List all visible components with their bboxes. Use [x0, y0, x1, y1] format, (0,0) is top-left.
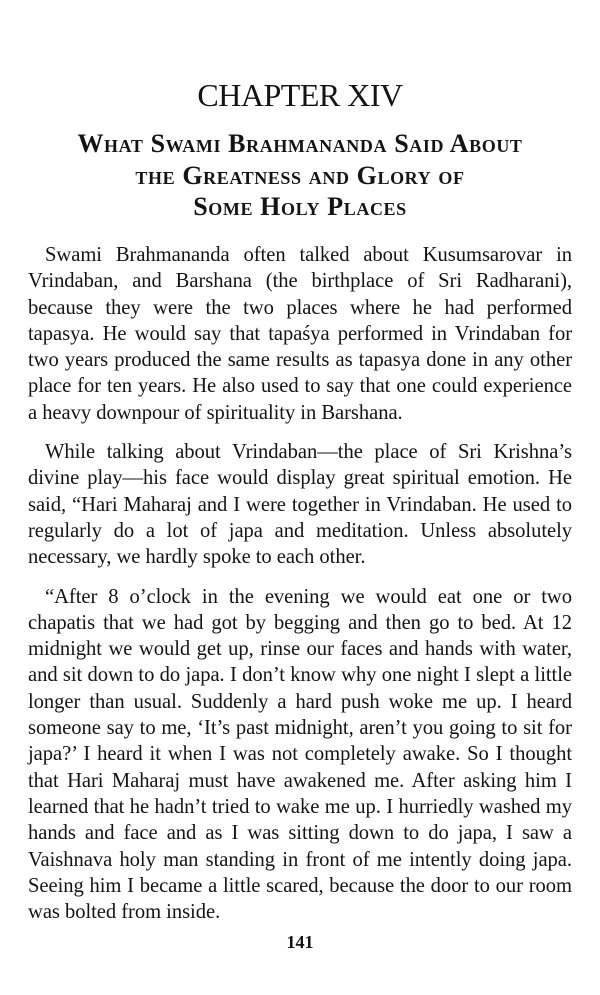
chapter-title-line: the Greatness and Glory of — [135, 160, 465, 190]
paragraph: Swami Brahmananda often talked about Kusumsarovar in Vrindaban, and Barshana (the birthplace of Sri Radharani), because they were the two places where he had performed tapasya. He would say that tapaśya performed in Vrindaban for two years produced the same results as tapasya done in any other place for ten years. He also used to say that one could experience a heavy downpour of spirituality in Barshana. — [28, 244, 572, 424]
chapter-number: CHAPTER XIV — [197, 77, 403, 113]
chapter-title-line: What Swami Brahmananda Said About — [77, 129, 523, 158]
chapter-title — [30, 128, 570, 223]
page-number: 141 — [286, 932, 314, 952]
body-text — [28, 242, 572, 938]
paragraph: While talking about Vrindaban—the place of Sri Krishna’s divine play—his face would display great spiritual emotion. He said, “Hari Maharaj and I were together in Vrindaban. He used to regularly do a lot of japa and meditation. Unless absolutely necessary, we hardly spoke to each other. — [28, 441, 572, 569]
chapter-title-line: Some Holy Places — [193, 192, 407, 221]
paragraph: “After 8 o’clock in the evening we would eat one or two chapatis that we had got by begging and then go to bed. At 12 midnight we would get up, rinse our faces and hands with water, and sit down to do japa. I don’t know why one night I slept a little longer than usual. Suddenly a hard push woke me up. I heard someone say to me, ‘It’s past midnight, aren’t you going to sit for japa?’ I heard it when I was not completely awake. So I thought that Hari Maharaj must have awakened me. After asking him I learned that he hadn’t tried to wake me up. I hurriedly washed my hands and face and as I was sitting down to do japa, I saw a Vaishnava holy man standing in front of me intently doing japa. Seeing him I became a little scared, because the door to our room was bolted from inside. — [28, 585, 572, 924]
